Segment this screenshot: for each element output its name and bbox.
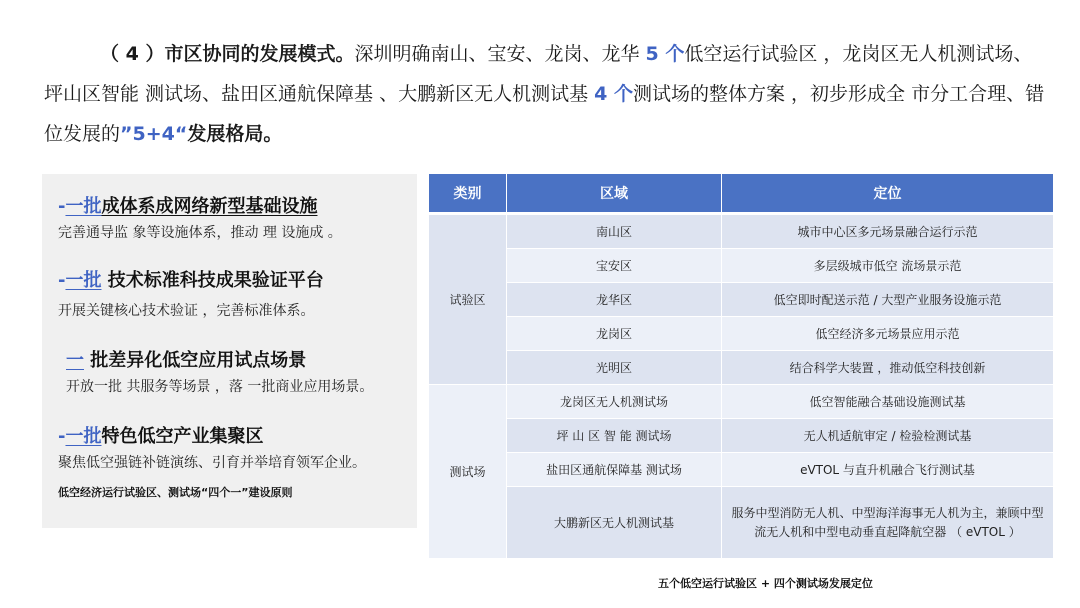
role-cell: 低空即时配送示范 / 大型产业服务设施示范 <box>722 283 1054 317</box>
paragraph-quote: ”5+4“ <box>120 123 188 145</box>
paragraph-text1: 深圳明确南山、宝安、龙岗、龙华 <box>354 43 640 65</box>
role-cell: 低空经济多元场景应用示范 <box>722 317 1054 351</box>
role-cell: 低空智能融合基础设施测试基 <box>722 385 1054 419</box>
principle-2-title: 技术标准科技成果验证平台 <box>101 270 324 291</box>
intro-paragraph <box>44 34 1054 154</box>
principle-3-desc: 开放一批 共服务等场景 ，落 一批商业应用场景。 <box>66 379 374 395</box>
principles-panel <box>42 174 417 528</box>
paragraph-num1: 5 个 <box>645 43 685 65</box>
principle-block-4: -一批特色低空产业集聚区 聚焦低空强链补链演练、引育并举培育领军企业。 <box>58 422 413 472</box>
header-role: 定位 <box>722 174 1054 215</box>
header-category: 类别 <box>429 174 507 215</box>
paragraph-num2: 4 个 <box>594 83 633 105</box>
role-cell: 多层级城市低空 流场景示范 <box>722 249 1054 283</box>
role-cell: 无人机适航审定 / 检验检测试基 <box>722 419 1054 453</box>
principle-block-2: -一批 技术标准科技成果验证平台 开展关键核心技术验证 ，完善标准体系。 <box>58 266 413 320</box>
category-cell: 测试场 <box>429 385 507 559</box>
table-row <box>429 419 1054 453</box>
area-cell: 光明区 <box>507 351 722 385</box>
table-row <box>429 249 1054 283</box>
role-cell: 服务中型消防无人机、中型海洋海事无人机为主，兼顾中型 流无人机和中型电动垂直起降航空器 （ eVTOL ） <box>722 487 1054 559</box>
principles-note: 低空经济运行试验区、测试场“四个一”建设原则 <box>58 486 293 499</box>
area-cell: 宝安区 <box>507 249 722 283</box>
area-cell: 龙岗区无人机测试场 <box>507 385 722 419</box>
header-area: 区域 <box>507 174 722 215</box>
paragraph-lead: 市区协同的发展模式。 <box>164 43 355 65</box>
area-cell: 南山区 <box>507 215 722 249</box>
table-row <box>429 453 1054 487</box>
principle-1-highlight: 一批 <box>65 196 102 217</box>
area-cell: 盐田区通航保障基 测试场 <box>507 453 722 487</box>
principle-block-1: -一批成体系成网络新型基础设施 完善通导监 象等设施体系，推动 理 设施成 。 <box>58 192 413 242</box>
area-cell: 坪 山 区 智 能 测试场 <box>507 419 722 453</box>
table-row <box>429 351 1054 385</box>
principle-4-title: 特色低空产业集聚区 <box>101 426 264 447</box>
table-row <box>429 215 1054 249</box>
table-row <box>429 385 1054 419</box>
area-cell: 龙岗区 <box>507 317 722 351</box>
area-cell: 大鹏新区无人机测试基 <box>507 487 722 559</box>
principle-1-desc: 完善通导监 象等设施体系，推动 理 设施成 。 <box>58 225 342 241</box>
principle-block-3 <box>66 346 421 396</box>
table-caption: 五个低空运行试验区 + 四个测试场发展定位 <box>658 577 873 590</box>
role-cell: 城市中心区多元场景融合运行示范 <box>722 215 1054 249</box>
role-cell: 结合科学大装置 ，推动低空科技创新 <box>722 351 1054 385</box>
table-row <box>429 487 1054 559</box>
paragraph-text2: 低空运行试验区 ，龙岗区无人机测试场、 坪山区智能 测试场、盐田区通航保障基 、大鹏新区无人机测试基 <box>44 43 1033 105</box>
principle-2-highlight: 一批 <box>65 270 102 291</box>
table-row <box>429 283 1054 317</box>
zones-table <box>429 174 1054 559</box>
principle-2-desc: 开展关键核心技术验证 ，完善标准体系。 <box>58 303 315 319</box>
paragraph-text4: 发展格局。 <box>187 123 283 145</box>
paragraph-bracket: （ 4 ） <box>100 43 165 65</box>
category-cell: 试验区 <box>429 215 507 385</box>
area-cell: 龙华区 <box>507 283 722 317</box>
principle-1-title: 成体系成网络新型基础设施 <box>101 196 318 217</box>
paragraph-text3: 测试场的整体方案 ，初步形成全 市分工合理、错位发展的 <box>44 83 1045 145</box>
table-header-row <box>429 174 1054 215</box>
table-row <box>429 317 1054 351</box>
role-cell: eVTOL 与直升机融合飞行测试基 <box>722 453 1054 487</box>
principle-3-title: 批差异化低空应用试点场景 <box>90 350 307 371</box>
principle-3-highlight: 一 <box>66 350 84 371</box>
principle-4-desc: 聚焦低空强链补链演练、引育并举培育领军企业。 <box>58 455 366 471</box>
principle-4-highlight: 一批 <box>65 426 102 447</box>
